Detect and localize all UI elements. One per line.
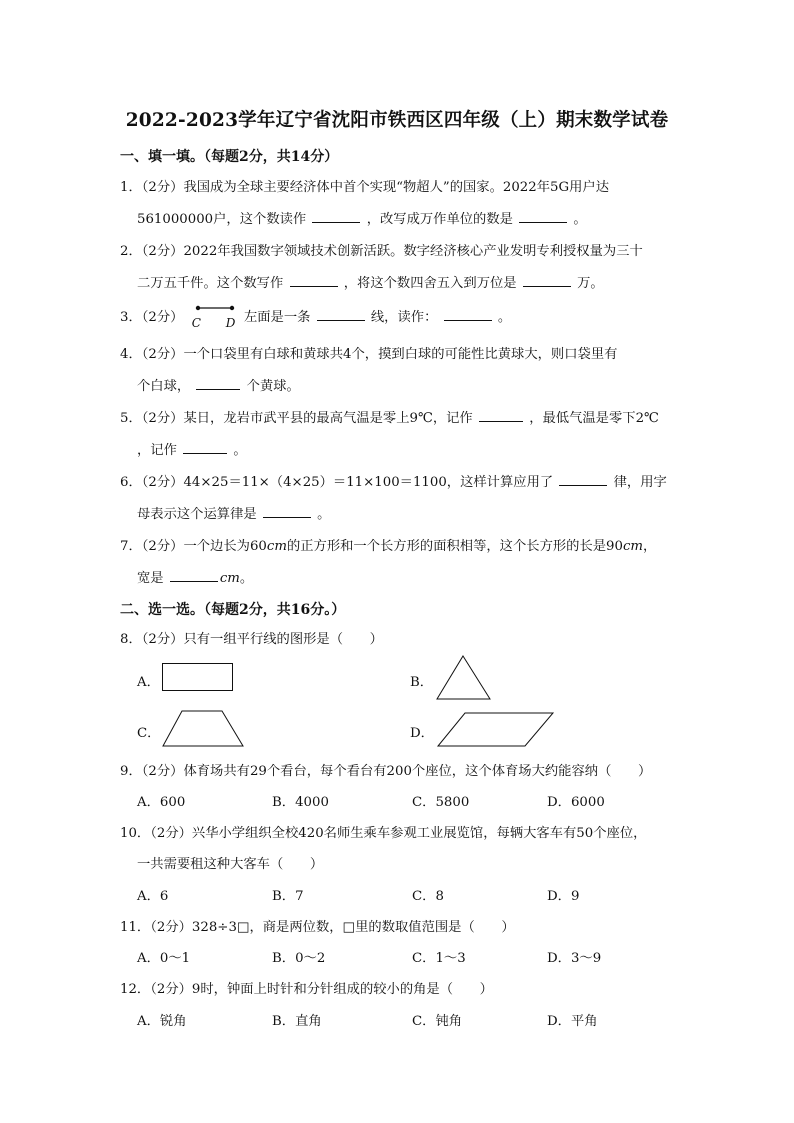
q2-line1: 2．（2分）2022年我国数字领域技术创新活跃。数字经济核心产业发明专利授权量为三十: [120, 244, 643, 259]
q1-blank-2[interactable]: [519, 210, 567, 223]
q6-line2: [137, 503, 330, 522]
q8-stem: 8．（2分）只有一组平行线的图形是（ ）: [120, 632, 383, 647]
q12-stem: 12．（2分）9时，钟面上时针和分针组成的较小的角是（ ）: [120, 982, 493, 997]
q1-text-c: 。: [573, 212, 587, 227]
rectangle-figure: [162, 663, 234, 693]
q1-text-a: 561000000户，这个数读作: [137, 212, 307, 227]
q7-text-a: 7．（2分）一个边长为60: [120, 539, 267, 554]
trapezoid-figure: [162, 710, 244, 748]
q1-line2: [137, 208, 587, 227]
q2-blank-2[interactable]: [523, 274, 571, 287]
q4-line1: 4．（2分）一个口袋里有白球和黄球共4个，摸到白球的可能性比黄球大，则口袋里有: [120, 347, 618, 362]
q2-text-b: ，将这个数四舍五入到万位是: [343, 276, 517, 291]
q10-stem-2: 一共需要租这种大客车（ ）: [137, 857, 324, 872]
q11-option-a[interactable]: A．0～1: [137, 951, 191, 966]
q11-stem: 11．（2分）328÷3□，商是两位数，□里的数取值范围是（ ）: [120, 920, 515, 935]
q6-text-b: 律，用字: [613, 475, 667, 490]
triangle-figure: [436, 655, 492, 701]
q9-option-a[interactable]: A．600: [137, 795, 186, 810]
q6-blank-1[interactable]: [559, 473, 607, 486]
q9-stem: 9．（2分）体育场共有29个看台，每个看台有200个座位，这个体育场大约能容纳（ ）: [120, 764, 652, 779]
q7-line2: [137, 567, 253, 586]
q3-prefix: 3．（2分）: [120, 310, 184, 325]
q9-option-b[interactable]: B．4000: [272, 795, 329, 810]
q3-line: [120, 306, 512, 330]
q12-option-a[interactable]: A．锐角: [137, 1014, 187, 1029]
q5-blank-1[interactable]: [479, 409, 523, 422]
q5-line2: [137, 439, 247, 458]
q10-stem-1: 10．（2分）兴华小学组织全校420名师生乘车参观工业展览馆，每辆大客车有50个座位，: [120, 826, 647, 841]
q3-blank-2[interactable]: [444, 308, 492, 321]
q3-segment-figure: [188, 309, 240, 330]
q6-blank-2[interactable]: [263, 505, 311, 518]
q4-text-a: 个白球，: [137, 379, 191, 394]
q2-blank-1[interactable]: [290, 274, 338, 287]
point-d-label: D: [225, 316, 236, 330]
q8-label-a[interactable]: A．: [137, 675, 160, 690]
q10-option-c[interactable]: C．8: [412, 889, 444, 904]
section-heading-fill: 一、填一填。（每题2分，共14分）: [120, 149, 339, 165]
page-title: 2022-2023学年辽宁省沈阳市铁西区四年级（上）期末数学试卷: [125, 110, 669, 131]
q3-text-b: 线，读作：: [370, 310, 438, 325]
q5-text-a: 5．（2分）某日，龙岩市武平县的最高气温是零上9℃，记作: [120, 411, 473, 426]
q8-label-b[interactable]: B．: [410, 675, 434, 690]
q7-blank[interactable]: [170, 569, 218, 582]
q8-label-c[interactable]: C．: [137, 726, 161, 741]
q1-blank-1[interactable]: [312, 210, 360, 223]
q5-text-d: 。: [233, 443, 247, 458]
q12-option-b[interactable]: B．直角: [272, 1014, 322, 1029]
parallelogram-figure: [437, 712, 555, 748]
q4-line2: [137, 375, 300, 394]
q3-text-a: 左面是一条: [243, 310, 311, 325]
q8-label-d[interactable]: D．: [410, 726, 434, 741]
q11-option-c[interactable]: C．1～3: [412, 951, 466, 966]
q7-unit-3: cm: [219, 571, 240, 586]
q7-text-c: ，: [643, 539, 657, 554]
q7-text-d: 宽是: [137, 571, 164, 586]
q4-text-b: 个黄球。: [246, 379, 300, 394]
q10-option-d[interactable]: D．9: [547, 889, 580, 904]
q6-text-d: 。: [317, 507, 331, 522]
q10-option-a[interactable]: A．6: [137, 889, 169, 904]
q11-option-d[interactable]: D．3～9: [547, 951, 602, 966]
q5-blank-2[interactable]: [183, 441, 227, 454]
q3-text-c: 。: [497, 310, 512, 325]
q1-line1: 1．（2分）我国成为全球主要经济体中首个实现“物超人”的国家。2022年5G用户达: [120, 180, 609, 195]
q9-option-d[interactable]: D．6000: [547, 795, 605, 810]
q7-unit-1: cm: [266, 539, 287, 554]
q3-blank-1[interactable]: [317, 308, 365, 321]
q7-unit-2: cm: [622, 539, 644, 554]
q5-text-c: ，记作: [137, 443, 177, 458]
q2-line2: [137, 272, 604, 291]
q6-text-a: 6．（2分）44×25＝11×（4×25）＝11×100＝1100，这样计算应用了: [120, 475, 554, 490]
q7-text-b: 的正方形和一个长方形的面积相等，这个长方形的长是90: [286, 539, 623, 554]
q6-line1: [120, 471, 667, 490]
point-c-label: C: [191, 316, 201, 330]
q7-line1: [120, 535, 656, 554]
q4-blank[interactable]: [196, 377, 240, 390]
q2-text-a: 二万五千件。这个数写作: [137, 276, 284, 291]
q7-text-e: 。: [239, 571, 254, 586]
q12-option-d[interactable]: D．平角: [547, 1014, 598, 1029]
q10-option-b[interactable]: B．7: [272, 889, 304, 904]
q1-text-b: ，改写成万作单位的数是: [366, 212, 513, 227]
q9-option-c[interactable]: C．5800: [412, 795, 470, 810]
q12-option-c[interactable]: C．钝角: [412, 1014, 463, 1029]
q6-text-c: 母表示这个运算律是: [137, 507, 257, 522]
q2-text-c: 万。: [577, 276, 604, 291]
q5-text-b: ，最低气温是零下2℃: [529, 411, 659, 426]
q5-line1: [120, 407, 659, 426]
q11-option-b[interactable]: B．0～2: [272, 951, 326, 966]
section-heading-choose: 二、选一选。（每题2分，共16分。）: [120, 602, 346, 618]
